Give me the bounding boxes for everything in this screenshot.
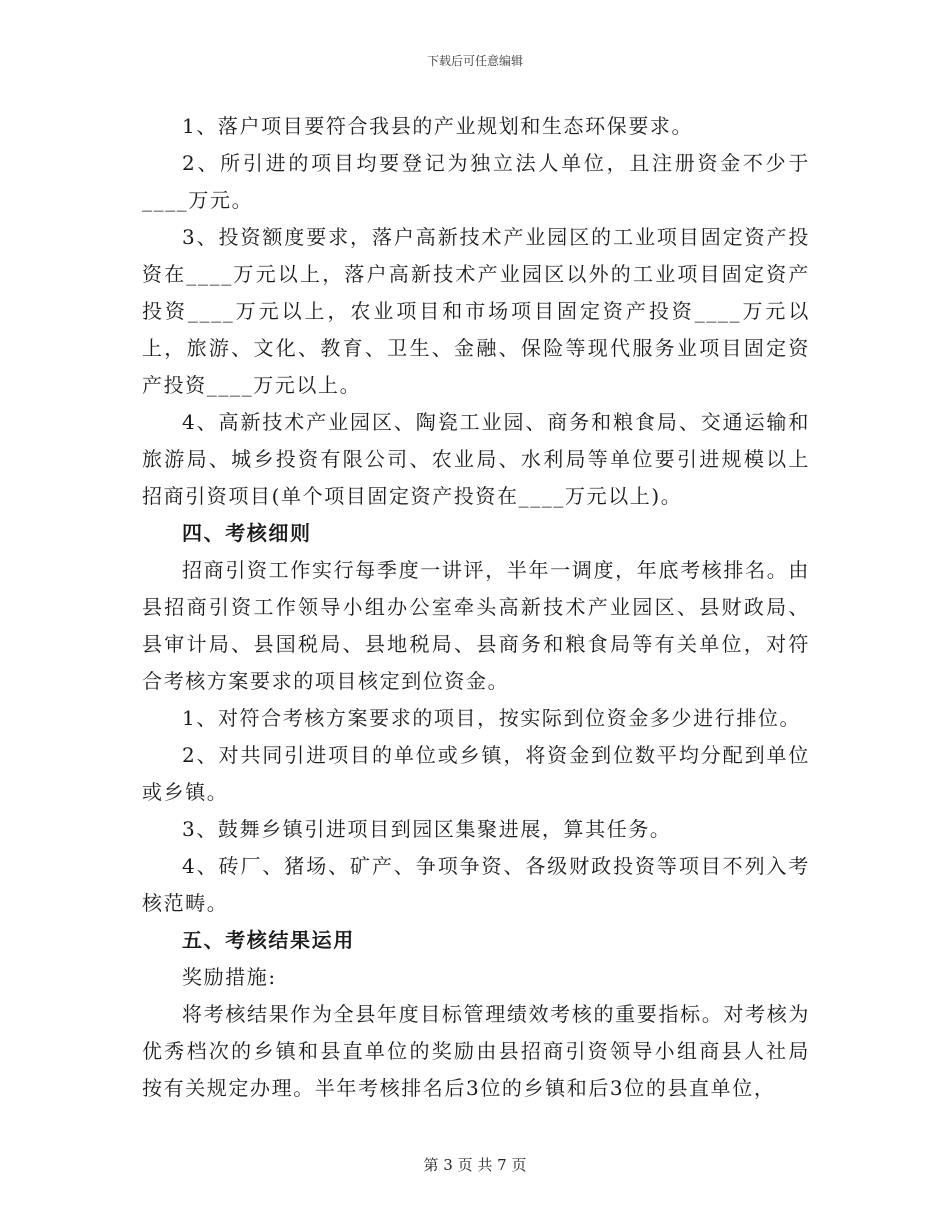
document-body <box>142 108 810 1107</box>
paragraph-4: 4、高新技术产业园区、陶瓷工业园、商务和粮食局、交通运输和旅游局、城乡投资有限公司、农业局、水利局等单位要引进规模以上招商引资项目(单个项目固定资产投资在____万元以上)。 <box>142 410 810 508</box>
paragraph-7: 2、对共同引进项目的单位或乡镇，将资金到位数平均分配到单位或乡镇。 <box>142 743 810 804</box>
paragraph-8: 3、鼓舞乡镇引进项目到园区集聚进展，算其任务。 <box>182 817 672 841</box>
paragraph-6: 1、对符合考核方案要求的项目，按实际到位资金多少进行排位。 <box>182 706 802 730</box>
paragraph-5: 招商引资工作实行每季度一讲评，半年一调度，年底考核排名。由县招商引资工作领导小组办公室牵头高新技术产业园区、县财政局、县审计局、县国税局、县地税局、县商务和粮食局等有关单位，对符合考核方案要求的项目核定到位资金。 <box>142 558 810 693</box>
page-header: 下载后可任意编辑 <box>426 54 523 68</box>
paragraph-10: 奖励措施: <box>182 965 277 989</box>
paragraph-9: 4、砖厂、猪场、矿产、争项争资、各级财政投资等项目不列入考核范畴。 <box>142 854 810 915</box>
paragraph-2: 2、所引进的项目均要登记为独立法人单位，且注册资金不少于____万元。 <box>142 151 810 212</box>
paragraph-1: 1、落户项目要符合我县的产业规划和生态环保要求。 <box>182 114 694 138</box>
page-footer: 第 3 页 共 7 页 <box>423 1156 527 1174</box>
section-heading-5: 五、考核结果运用 <box>182 928 355 952</box>
paragraph-3: 3、投资额度要求，落户高新技术产业园区的工业项目固定资产投资在____万元以上，落户高新技术产业园区以外的工业项目固定资产投资____万元以上，农业项目和市场项目固定资产投资____万元以上，旅游、文化、教育、卫生、金融、保险等现代服务业项目固定资产投资____万元以上。 <box>142 225 810 397</box>
paragraph-11: 将考核结果作为全县年度目标管理绩效考核的重要指标。对考核为优秀档次的乡镇和县直单位的奖励由县招商引资领导小组商县人社局按有关规定办理。半年考核排名后3位的乡镇和后3位的县直单位， <box>142 1002 810 1100</box>
section-heading-4: 四、考核细则 <box>182 521 312 545</box>
